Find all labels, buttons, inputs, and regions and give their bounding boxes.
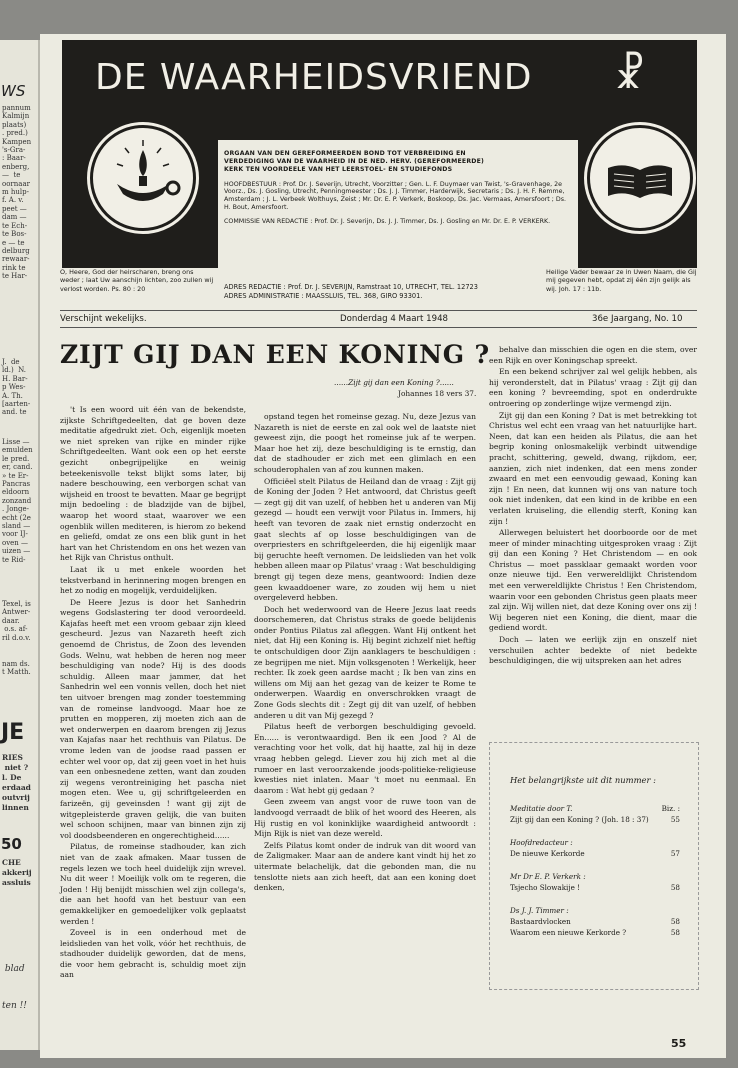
previous-page-fragment: nam ds. t Matth. xyxy=(2,660,31,677)
paragraph: 't Is een woord uit één van de bekendste, zijkste Schriftgedeelten, dat ge boven deze meditatie afgedrukt ziet. Och, eigenlijk moeten we niet spreken van rijke en minder rijke Schriftgedeelten. Want ook een op het eerste gezicht onbegrijpelijke en weinig beteekenisvolle tekst blijkt soms later, bij nadere beschouwing, een verborgen schat van wijsheid en troost te bevatten. Maar ge begrijpt mijn bedoeling : de bladzijde van de bijbel, waarop het woord staat, waarover we een ogenblik willen mediteren, is hierom zo bekend en geliefd, omdat ze ons een blik gunt in het hart van het Christendom en ons het wezen van het Rijk van Christus onthult. xyxy=(60,405,246,563)
board-members: HOOFDBESTUUR : Prof. Dr. J. Severijn, Utrecht, Voorzitter ; Gen. L. F. Duymaer van Twist, 's-Gravenhage, 2e Voorz., Ds. J. Gosling, Utrecht, Penningmeester ; Ds. J. J. Timmer, Harderwijk, Secretaris ; Ds. J. H. F. Remme, Amsterdam ; J. L. Verbeek Wolthuys, Zeist ; Mr. Dr. E. P. Verkerk, Boskoop, Ds. Jac. Vermaas, Amersfoort ; Ds. H. Bout, Amersfoort. xyxy=(224,180,566,211)
paragraph: En een bekend schrijver zal wel gelijk hebben, als hij veronderstelt, dat in Pilatus' vraag : Zijt gij dan een koning ? bevreemding, spot en onderdrukte ontroering op zonderlinge wijze vermengd zijn. xyxy=(489,367,697,408)
masthead-info-panel xyxy=(218,140,578,306)
toc-item: Zijt gij dan een Koning ? (Joh. 18 : 37) 55 xyxy=(510,815,680,824)
paragraph: Laat ik u met enkele woorden het tekstverband in herinnering mogen brengen en het zo nodig en mogelijk, verduidelijken. xyxy=(60,564,246,596)
organisation-description: ORGAAN VAN DEN GEREFORMEERDEN BOND TOT VERBREIDING EN VERDEDIGING VAN DE WAARHEID IN DE NED. HERV. (GEREFORMEERDE) KERK TEN VOORDEELE VAN HET LEERSTOEL- EN STUDIEFONDS xyxy=(224,150,485,174)
paragraph: Zoveel is in een onderhoud met de leidslieden van het volk, vóór het rechthuis, de stadhouder duidelijk geworden, dat de mens, die voor hem gebracht is, schuldig moet zijn aan xyxy=(60,928,246,980)
previous-page-fragment: Lisse — emulden le pred. er, cand. » te Er- Pancras eldoorn zonzand . Jonge- echt (2e sland — voor IJ- oven — uizen — te Rid- xyxy=(2,438,33,564)
open-book-icon xyxy=(587,125,693,231)
table-of-contents xyxy=(489,742,699,990)
masthead-title: DE WAARHEIDSVRIEND xyxy=(95,57,533,98)
previous-page-strip xyxy=(0,40,40,1050)
toc-section-label: Hoofdredacteur : xyxy=(510,838,573,847)
previous-page-fragment: CHE akkerij assluis xyxy=(2,858,32,887)
article-column-3 xyxy=(489,345,697,668)
paragraph: Officiëel stelt Pilatus de Heiland dan de vraag : Zijt gij de Koning der Joden ? Het antwoord, dat Christus geeft — zegt gij dit van uzelf, of hebben het u anderen van Mij gezegd — houdt een verwijt voor Pilatus in. Immers, hij heeft van tevoren de zaak niet ernstig onderzocht en gaat slechts af op losse beschuldigingen van de overpriesters en schriftgeleerden, die hij eigenlijk maar bij geruchte heeft vernomen. De leidslieden van het volk hebben alleen maar op Pilatus' vraag : Wat beschuldiging brengt gij tegen deze mens, geantwoord: Indien deze geen kwaaddoener ware, zo zouden wij hem u niet overgeleverd hebben. xyxy=(254,476,476,603)
psalm-caption: O, Heere, God der heirscharen, breng ons weder ; laat Uw aanschijn lichten, zoo zullen wij verlost worden. Ps. 80 : 20 xyxy=(60,268,214,293)
paragraph: Pilatus, de romeinse stadhouder, kan zich niet van de zaak afmaken. Maar tussen de regels lezen we toch heel duidelijk zijn wrevel. Nu dit weer ! Moeilijk volk om te regeren, die Joden ! Hij benijdt misschien wel zijn collega's, die aan het hoofd van het bestuur van een gemakkelijker en gemoedelijker volk geplaatst werden ! xyxy=(60,842,246,926)
article-column-1 xyxy=(60,405,246,982)
toc-item: Bastaardvlocken 58 xyxy=(510,917,680,926)
john-caption: Heilige Vader bewaar ze in Uwen Naam, die Gij mij gegeven hebt, opdat zij één zijn gelijk als wij. Joh. 17 : 11b. xyxy=(546,268,697,293)
divider xyxy=(60,310,697,311)
paragraph: Doch — laten we eerlijk zijn en onszelf niet verschuilen achter bedekte of niet bedekte beschuldigingen, die wij uitspreken aan het adres xyxy=(489,635,697,666)
previous-page-fragment: pannum Kalmijn plaats) . pred.) Kampen 's-Gra- : Baar- enberg, — te oornaar m hulp- f. A. v. peet — dam — te Ech- te Bos- e — te delburg rewaar- rink te te Har- xyxy=(2,104,32,281)
lamp-icon xyxy=(90,125,196,231)
previous-page-header: WS xyxy=(1,82,26,100)
paragraph: De Heere Jezus is door het Sanhedrin wegens Godslastering ter dood veroordeeld. Kajafas heeft met een vroom gebaar zijn kleed gescheurd. Jezus van Nazareth heeft zich genoemd de Christus, de Zoon des levenden Gods. Welnu, wat hebben de heren nog meer beschuldiging van node? Hij is des doods schuldig. Alleen maar jammer, dat het Sanhedrin wel een vonnis vellen, doch het niet ten uitvoer brengen mag zonder toestemming van de romeinse landvoogd. Maar hoe ze prutten en mopperen, zij moeten zich aan de wet onderwerpen en daarom brengen zij Jezus van Kajafas naar het rechthuis van Pilatus. De vrome leden van de joodse raad passen er echter wel voor op, dat zij geen voet in het huis van een onbesnedene zetten, want dan zouden zij wegens verontreiniging het pascha niet mogen eten. Wee u, gij schriftgeleerden en farizeën, gij geveinsden ! want gij zijt de witgepleisterde graven gelijk, die van buiten wel schoon schijnen, maar van binnen zijn zij vol doodsbeenderen en ongerechtigheid...... xyxy=(60,597,246,840)
previous-page-fragment: RIES niet ? l. De erdaad outvrij linnen xyxy=(2,753,31,812)
editorial-address: ADRES REDACTIE : Prof. Dr. J. SEVERIJN, Ramstraat 10, UTRECHT, TEL. 12723 xyxy=(224,283,478,291)
toc-section-label: Ds J. J. Timmer : xyxy=(510,906,569,915)
divider xyxy=(60,327,697,328)
issue-date: Donderdag 4 Maart 1948 xyxy=(340,314,449,324)
paragraph: Doch het wederwoord van de Heere Jezus laat reeds doorschemeren, dat Christus straks de goede belijdenis onder Pontius Pilatus zal afleggen. Want Hij ontkent het niet, dat Hij een Koning is. Hij begint zichzelf niet heftig te ontschuldigen door Zijn aanklagers te beschuldigen : ze begrijpen me niet. Mijn volksgenoten ! Werkelijk, heer rechter. Ik zoek geen aardse macht ; Ik ben van zins en willens om Mij aan het gezag van de keizer te Rome te onderwerpen. Waardig en onverschrokken vraagt de Zone Gods slechts dit : Zegt gij dit van uzelf, of hebben anderen u dit van Mij gezegd ? xyxy=(254,604,476,720)
previous-page-fragment: ten !! xyxy=(2,1001,27,1011)
paragraph: Zelfs Pilatus komt onder de indruk van dit woord van de Zaligmaker. Maar aan de andere kant vindt hij het zo uitermate belachelijk, dat die gebonden man, die nu tenslotte niets aan zich heeft, dat aan een koning doet denken, xyxy=(254,840,476,893)
previous-page-fragment: Texel, is Antwer- daar. o.s. af- ril d.o.v. xyxy=(2,600,31,642)
paragraph: Pilatus heeft de verborgen beschuldiging gevoeld. En...... is verontwaardigd. Ben ik een Jood ? Al de verachting voor het volk, dat hij haatte, zal hij in deze vraag hebben gelegd. Liever zou hij zich met al die rumoer en last veroorzakende joods-politieke-religieuse kwesties niet inlaten. Maar 't moet nu eenmaal. En daarom : Wat hebt gij gedaan ? xyxy=(254,722,476,795)
article-column-2 xyxy=(254,412,476,895)
page-number: 55 xyxy=(671,1037,687,1050)
addresses xyxy=(224,283,478,300)
administration-address: ADRES ADMINISTRATIE : MAASSLUIS, TEL. 368, GIRO 93301. xyxy=(224,291,423,300)
previous-page-heading: JE xyxy=(1,720,25,745)
paragraph: opstand tegen het romeinse gezag. Nu, deze Jezus van Nazareth is niet de eerste en zal ook wel de laatste niet geweest zijn, die poogt het romeinse juk af te werpen. Maar hoe het zij, deze beschuldiging is te ernstig, dan dat de stadhouder er zich met een glimlach en een schouderophalen van af zou kunnen maken. xyxy=(254,412,476,474)
toc-section-label: Meditatie door T. Biz. : xyxy=(510,804,680,813)
epigraph-reference: Johannes 18 vers 37. xyxy=(398,389,477,398)
paragraph: Zijt gij dan een Koning ? Dat is met betrekking tot Christus wel echt een vraag van het natuurlijke hart. Neen, dat kan een heiden als Pilatus, die aan het begrip koning onlosmakelijk verbindt uitwendige pracht, schittering, geweld, dwang, rijkdom, eer, aanzien, zich niet indenken, dat een mens zonder zwaard en met een eenvoudig gewaad, Koning kan zijn ! En neen, dat kunnen wij ons van nature toch ook niet indenken, dat een kind in de kribbe en een verlaten kruiseling, die ellendig sterft, Koning kan zijn ! xyxy=(489,410,697,526)
previous-page-fragment: blad xyxy=(2,964,25,974)
paragraph: Allerwegen beluistert het doorboorde oor de met meer of minder minachting uitgesproken vraag : Zijt gij dan een Koning ? Het Christendom — en ook Christus — moet passklaar gemaakt worden voor onze nieuwe tijd. Een verwereldlijkt Christendom met een verwereldlijkte Christus ! Een Christendom, waarin voor een gebonden Christus geen plaats meer zal zijn. Wij willen niet, dat deze Koning over ons zij ! Wij begeren niet een Koning, die dient, maar die gediend wordt. xyxy=(489,528,697,633)
publication-frequency: Verschijnt wekelijks. xyxy=(60,314,147,324)
previous-page-heading: 50 xyxy=(1,835,22,853)
toc-item: De nieuwe Kerkorde 57 xyxy=(510,849,680,858)
epigraph-quote: ......Zijt gij dan een Koning ?...... xyxy=(334,378,454,387)
article-headline: ZIJT GIJ DAN EEN KONING ? xyxy=(60,340,490,369)
toc-item: Tsjecho Slowakije ! 58 xyxy=(510,883,680,892)
toc-item: Waarom een nieuwe Kerkorde ? 58 xyxy=(510,928,680,937)
toc-heading: Het belangrijkste uit dit nummer : xyxy=(510,775,656,785)
paragraph: Geen zweem van angst voor de ruwe toon van de landvoogd verraadt de blik of het woord des Heeren, als Hij rustig en vol koninklijke waardigheid antwoordt : Mijn Rijk is niet van deze wereld. xyxy=(254,797,476,839)
chi-rho-icon: ☧ xyxy=(614,52,646,98)
toc-section-label: Mr Dr E. P. Verkerk : xyxy=(510,872,586,881)
volume-number: 36e Jaargang, No. 10 xyxy=(592,314,683,324)
previous-page-fragment: J. de ld.) N. H. Bar- p Wes- A. Th. [aarten- and. te xyxy=(2,358,31,417)
editorial-committee: COMMISSIE VAN REDACTIE : Prof. Dr. J. Severijn, Ds. J. J. Timmer, Ds. J. Gosling en Mr. Dr. E. P. VERKERK. xyxy=(224,217,551,225)
paragraph: behalve dan misschien die ogen en die stem, over een Rijk en over Koningschap spreekt. xyxy=(489,345,697,365)
